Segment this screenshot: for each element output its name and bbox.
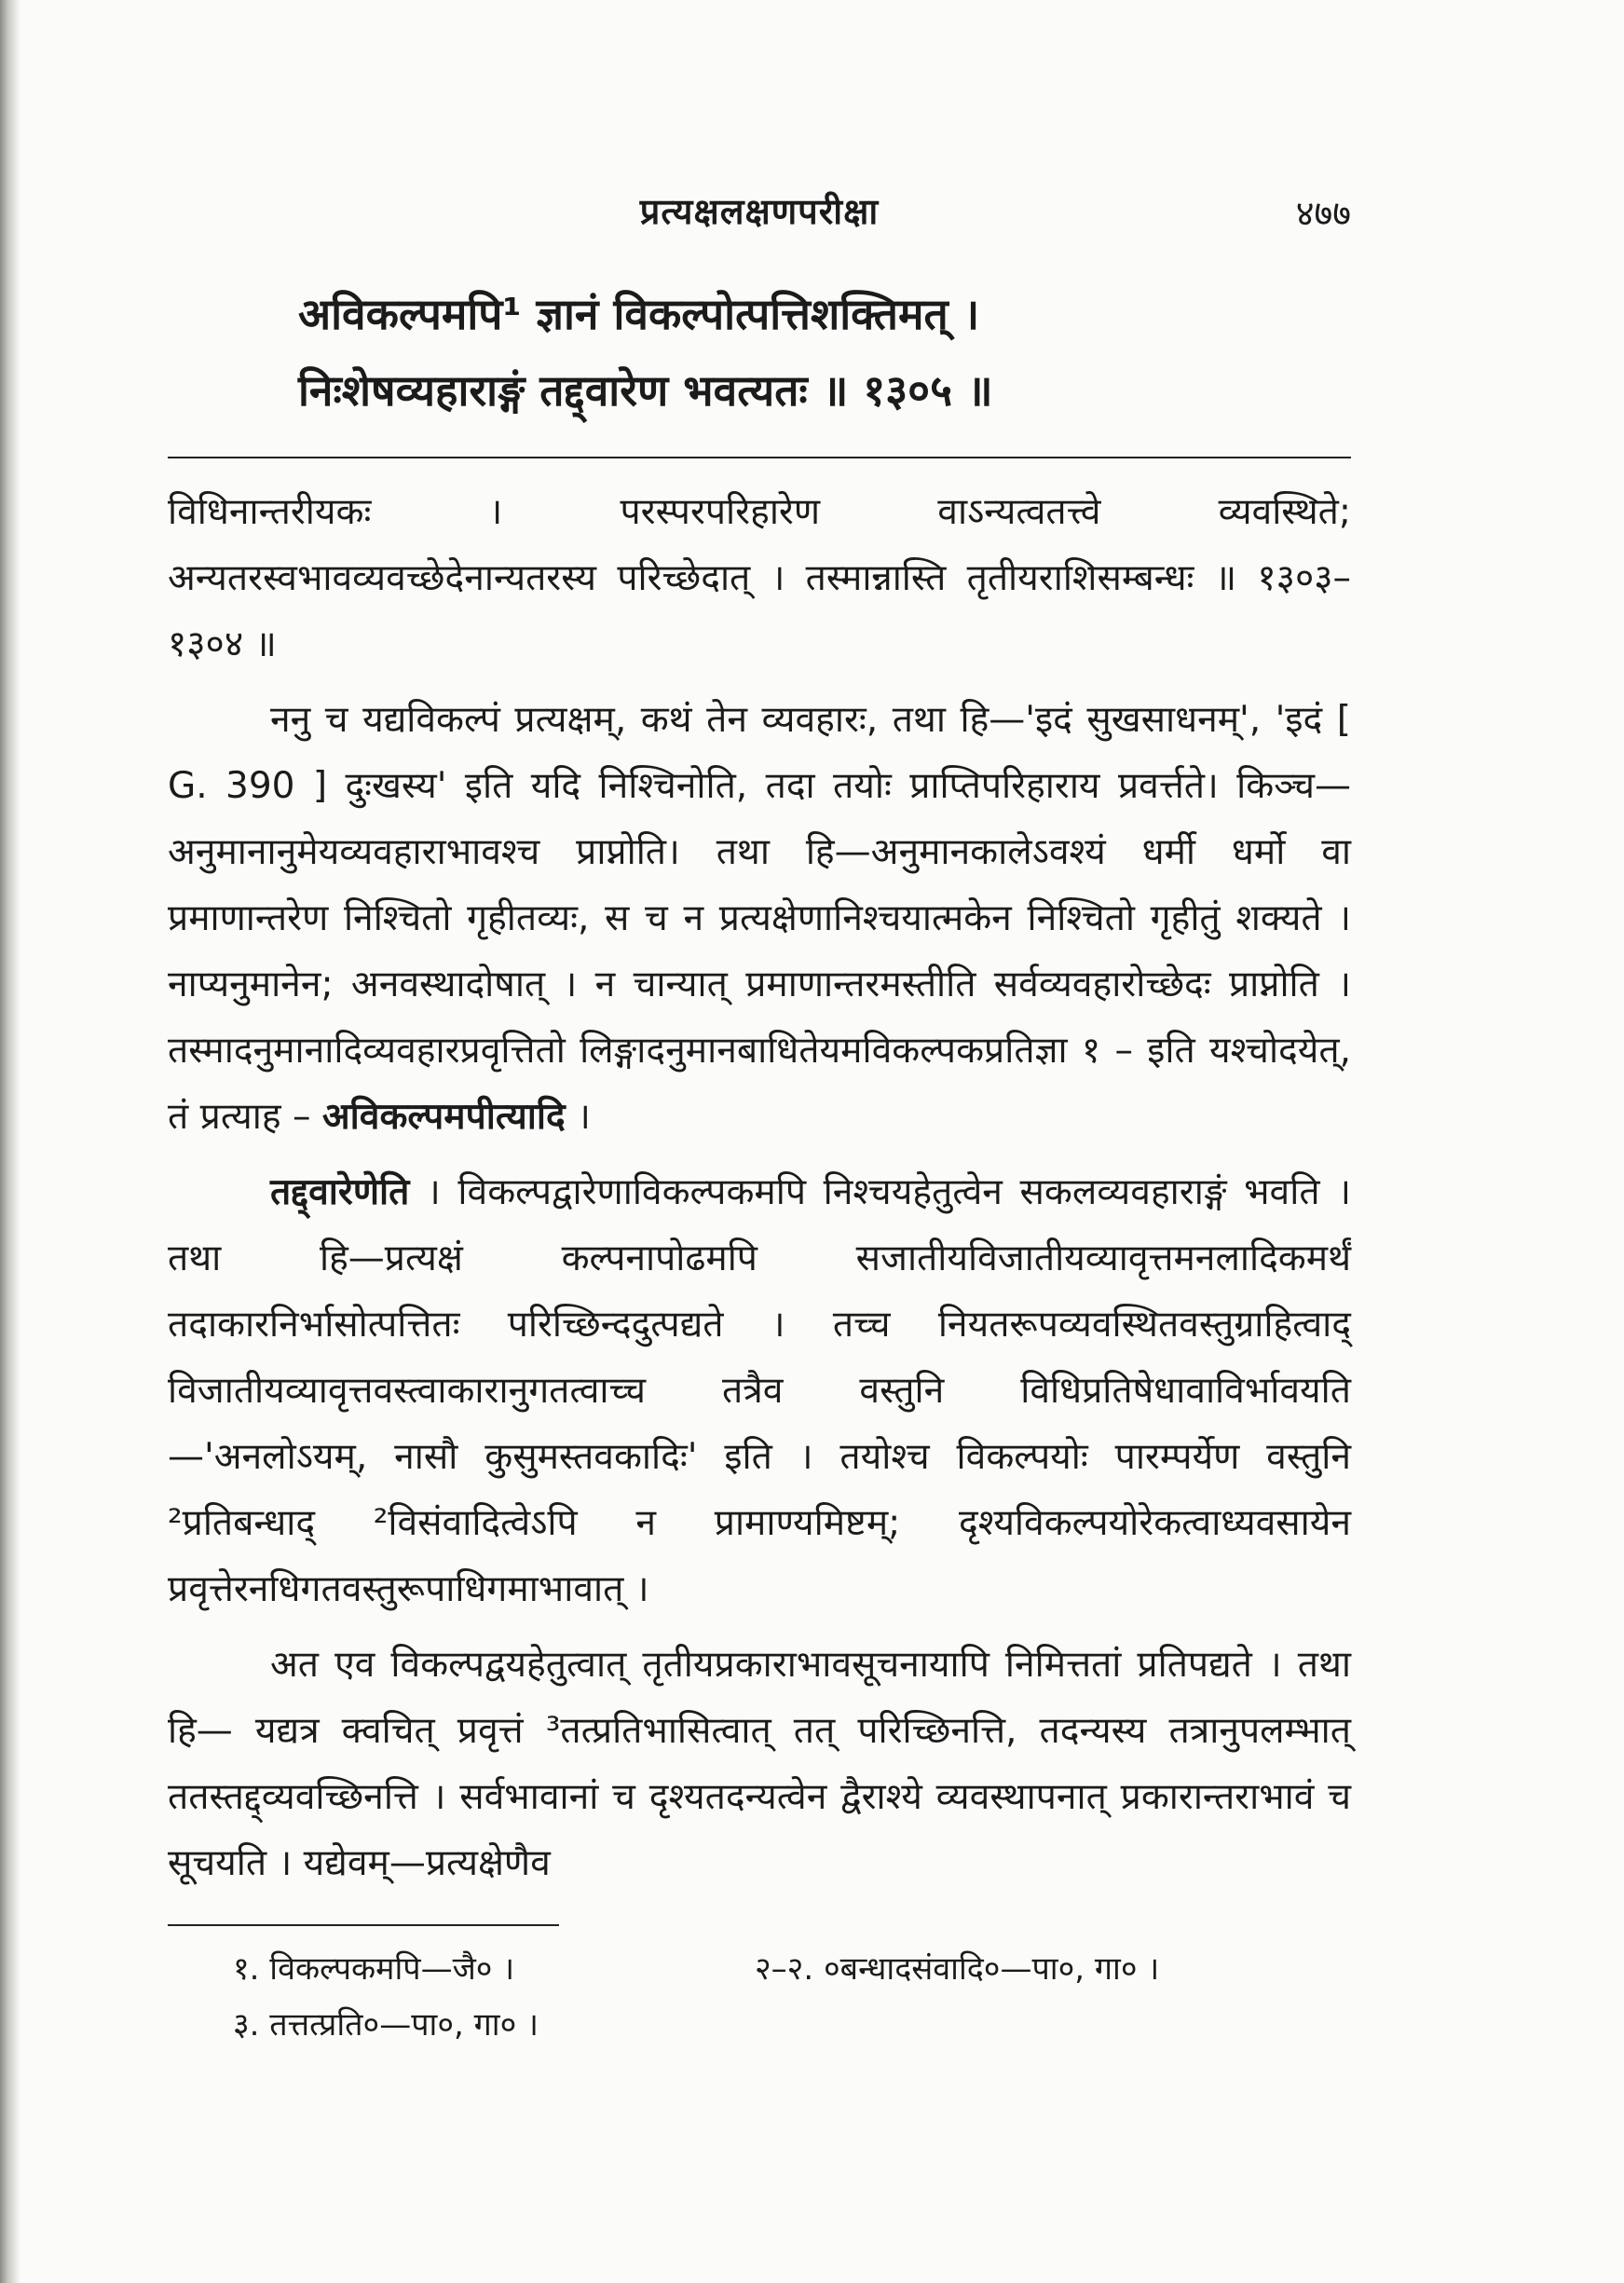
verse-line-2: निःशेषव्यहाराङ्गं तद्द्वारेण भवत्यतः ॥ १३०५ ॥ (298, 365, 993, 416)
commentary-paragraph-2 (168, 687, 1351, 1150)
footnote-row-1 (168, 1941, 1351, 1997)
verse-block (168, 276, 1351, 429)
lemma-avikalpam: अविकल्पमपीत्यादि (321, 1096, 566, 1138)
page-number: ४७७ (1295, 193, 1351, 234)
book-page (168, 186, 1351, 2053)
commentary-paragraph-3 (168, 1159, 1351, 1622)
footnote-3: ३. तत्तत्प्रति०—पा०, गा० । (233, 2006, 539, 2044)
commentary-paragraph-4: अत एव विकल्पद्वयहेतुत्वात् तृतीयप्रकाराभावसूचनायापि निमित्ततां प्रतिपद्यते । तथा हि— यद्यत्र क्वचित् प्रवृत्तं ³तत्प्रतिभासित्वात् तत् परिच्छिनत्ति, तदन्यस्य तत्रानुपलम्भात् ततस्तद्द्व्यवच्छिनत्ति । सर्वभावानां च दृश्यतदन्यत्वेन द्वैराश्ये व्यवस्थापनात् प्रकारान्तराभावं च सूचयति । यद्येवम्—प्रत्यक्षेणैव (168, 1644, 1351, 1884)
paragraph-2-text: ननु च यद्यविकल्पं प्रत्यक्षम्, कथं तेन व्यवहारः, तथा हि—'इदं सुखसाधनम्', 'इदं [ G. 390 ] दुःखस्य' इति यदि निश्चिनोति, तदा तयोः प्राप्तिपरिहाराय प्रवर्त्तते। किञ्च—अनुमानानुमेयव्यवहाराभावश्च प्राप्नोति। तथा हि—अनुमानकालेऽवश्यं धर्मी धर्मो वा प्रमाणान्तरेण निश्चितो गृहीतव्यः, स च न प्रत्यक्षेणानिश्चयात्मकेन निश्चितो गृहीतुं शक्यते । नाप्यनुमानेन; अनवस्थादोषात् । न चान्यात् प्रमाणान्तरमस्तीति सर्वव्यवहारोच्छेदः प्राप्नोति । तस्मादनुमानादिव्यवहारप्रवृत्तितो लिङ्गादनुमानबाधितेयमविकल्पकप्रतिज्ञा १ – इति यश्चोदयेत्, तं प्रत्याह – (168, 699, 1351, 1138)
footnote-rule (168, 1924, 559, 1926)
verse-line-1: अविकल्पमपि¹ ज्ञानं विकल्पोत्पत्तिशक्तिमत् । (298, 289, 980, 339)
running-head (168, 186, 1351, 242)
footnote-row-2 (168, 1997, 1351, 2053)
commentary-paragraph-1: विधिनान्तरीयकः । परस्परपरिहारेण वाऽन्यत्वतत्त्वे व्यवस्थिते; अन्यतरस्वभावव्यवच्छेदेनान्यतरस्य परिच्छेदात् । तस्मान्नास्ति तृतीयराशिसम्बन्धः ॥ १३०३–१३०४ ॥ (168, 491, 1351, 665)
lemma-taddvarena: तद्द्वारेणेति (270, 1171, 410, 1213)
commentary (168, 479, 1351, 1896)
paragraph-2-end: । (565, 1096, 591, 1138)
footnote-1: १. विकल्पकमपि—जै० । (233, 1950, 515, 1988)
paragraph-3-text: । विकल्पद्वारेणाविकल्पकमपि निश्चयहेतुत्वेन सकलव्यवहाराङ्गं भवति । तथा हि—प्रत्यक्षं कल्पनापोढमपि सजातीयविजातीयव्यावृत्तमनलादिकमर्थं तदाकारनिर्भासोत्पत्तितः परिच्छिन्ददुत्पद्यते । तच्च नियतरूपव्यवस्थितवस्तुग्राहित्वाद् विजातीयव्यावृत्तवस्त्वाकारानुगतत्वाच्च तत्रैव वस्तुनि विधिप्रतिषेधावाविर्भावयति—'अनलोऽयम्, नासौ कुसुमस्तवकादिः' इति । तयोश्च विकल्पयोः पारम्पर्येण वस्तुनि ²प्रतिबन्धाद् ²विसंवादित्वेऽपि न प्रामाण्यमिष्टम्; दृश्यविकल्पयोरेकत्वाध्यवसायेन प्रवृत्तेरनधिगतवस्तुरूपाधिगमाभावात् । (168, 1171, 1351, 1610)
footnote-2: २–२. ०बन्धादसंवादि०—पा०, गा० । (755, 1950, 1160, 1988)
running-title: प्रत्यक्षलक्षणपरीक्षा (639, 191, 880, 232)
page-edge-shadow (0, 0, 20, 2283)
verse-rule (168, 457, 1351, 458)
footnotes (168, 1941, 1351, 2053)
